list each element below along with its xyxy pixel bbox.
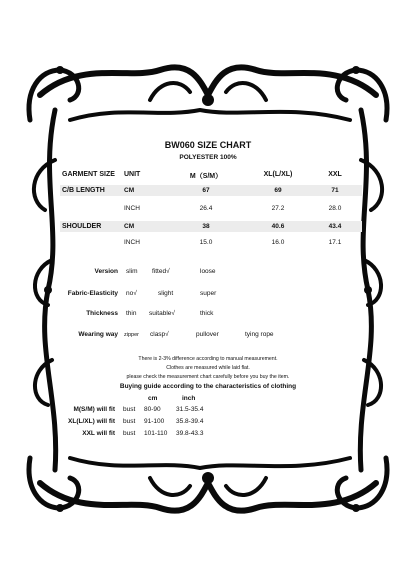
attribute-option: no√ <box>126 290 137 297</box>
column-inch: inch <box>182 395 196 402</box>
cell-value: 15.0 <box>199 239 213 246</box>
attribute-option: clasp√ <box>150 331 169 338</box>
guide-inch: 35.8-39.4 <box>176 418 204 425</box>
attribute-option: slim <box>126 268 138 275</box>
attribute-option: zipper <box>124 332 139 338</box>
guide-cm: 91-100 <box>144 418 165 425</box>
attribute-option: loose <box>200 268 216 275</box>
cell-value: 38 <box>202 223 210 230</box>
attribute-option: fitted√ <box>152 268 170 275</box>
material-label: POLYESTER 100% <box>179 154 237 161</box>
row-unit: CM <box>124 187 135 194</box>
cell-value: 69 <box>274 187 282 194</box>
attribute-option: tying rope <box>245 331 274 338</box>
guide-size: XL(L/XL) will fit <box>68 418 115 425</box>
note-line: Clothes are measured while laid flat. <box>166 365 250 371</box>
row-unit: INCH <box>124 239 140 246</box>
header-size-xxl: XXL <box>328 171 342 178</box>
cell-value: 16.0 <box>271 239 285 246</box>
chart-title: BW060 SIZE CHART <box>164 140 252 150</box>
header-garment-size: GARMENT SIZE <box>62 171 115 178</box>
attribute-label: Version <box>94 268 118 275</box>
attribute-option: thin <box>126 310 137 317</box>
cell-value: 71 <box>331 187 339 194</box>
guide-part: bust <box>123 406 136 413</box>
guide-inch: 31.5-35.4 <box>176 406 204 413</box>
attribute-option: slight <box>158 290 174 297</box>
attribute-option: suitable√ <box>149 310 175 317</box>
cell-value: 27.2 <box>271 205 285 212</box>
header-size-m: M（S/M） <box>189 173 223 180</box>
column-cm: cm <box>148 395 158 402</box>
note-line: please check the measurement chart carefully before you buy the item. <box>126 374 290 380</box>
header-size-xl: XL(L/XL) <box>263 171 293 178</box>
cell-value: 43.4 <box>328 223 342 230</box>
guide-size: XXL will fit <box>82 430 115 437</box>
cell-value: 26.4 <box>199 205 213 212</box>
cell-value: 28.0 <box>328 205 342 212</box>
cell-value: 17.1 <box>328 239 342 246</box>
buying-guide-title: Buying guide according to the characteristics of clothing <box>119 383 297 390</box>
attribute-option: super <box>200 290 217 297</box>
cell-value: 67 <box>202 187 210 194</box>
guide-size: M(S/M) will fit <box>73 406 115 413</box>
guide-part: bust <box>123 430 136 437</box>
attribute-label: Fabric-Elasticity <box>67 290 118 297</box>
attribute-label: Wearing way <box>78 331 118 338</box>
note-line: There is 2-3% difference according to manual measurement. <box>138 356 278 362</box>
attribute-label: Thickness <box>86 310 118 317</box>
guide-inch: 39.8-43.3 <box>176 430 204 437</box>
row-unit: INCH <box>124 205 140 212</box>
guide-cm: 80-90 <box>144 406 161 413</box>
header-unit: UNIT <box>124 171 141 178</box>
guide-cm: 101-110 <box>144 430 168 437</box>
guide-part: bust <box>123 418 136 425</box>
row-label: SHOULDER <box>62 223 102 230</box>
row-label: C/B LENGTH <box>62 187 105 194</box>
attribute-option: pullover <box>196 331 219 338</box>
cell-value: 40.6 <box>271 223 285 230</box>
attribute-option: thick <box>200 310 214 317</box>
row-unit: CM <box>124 223 135 230</box>
